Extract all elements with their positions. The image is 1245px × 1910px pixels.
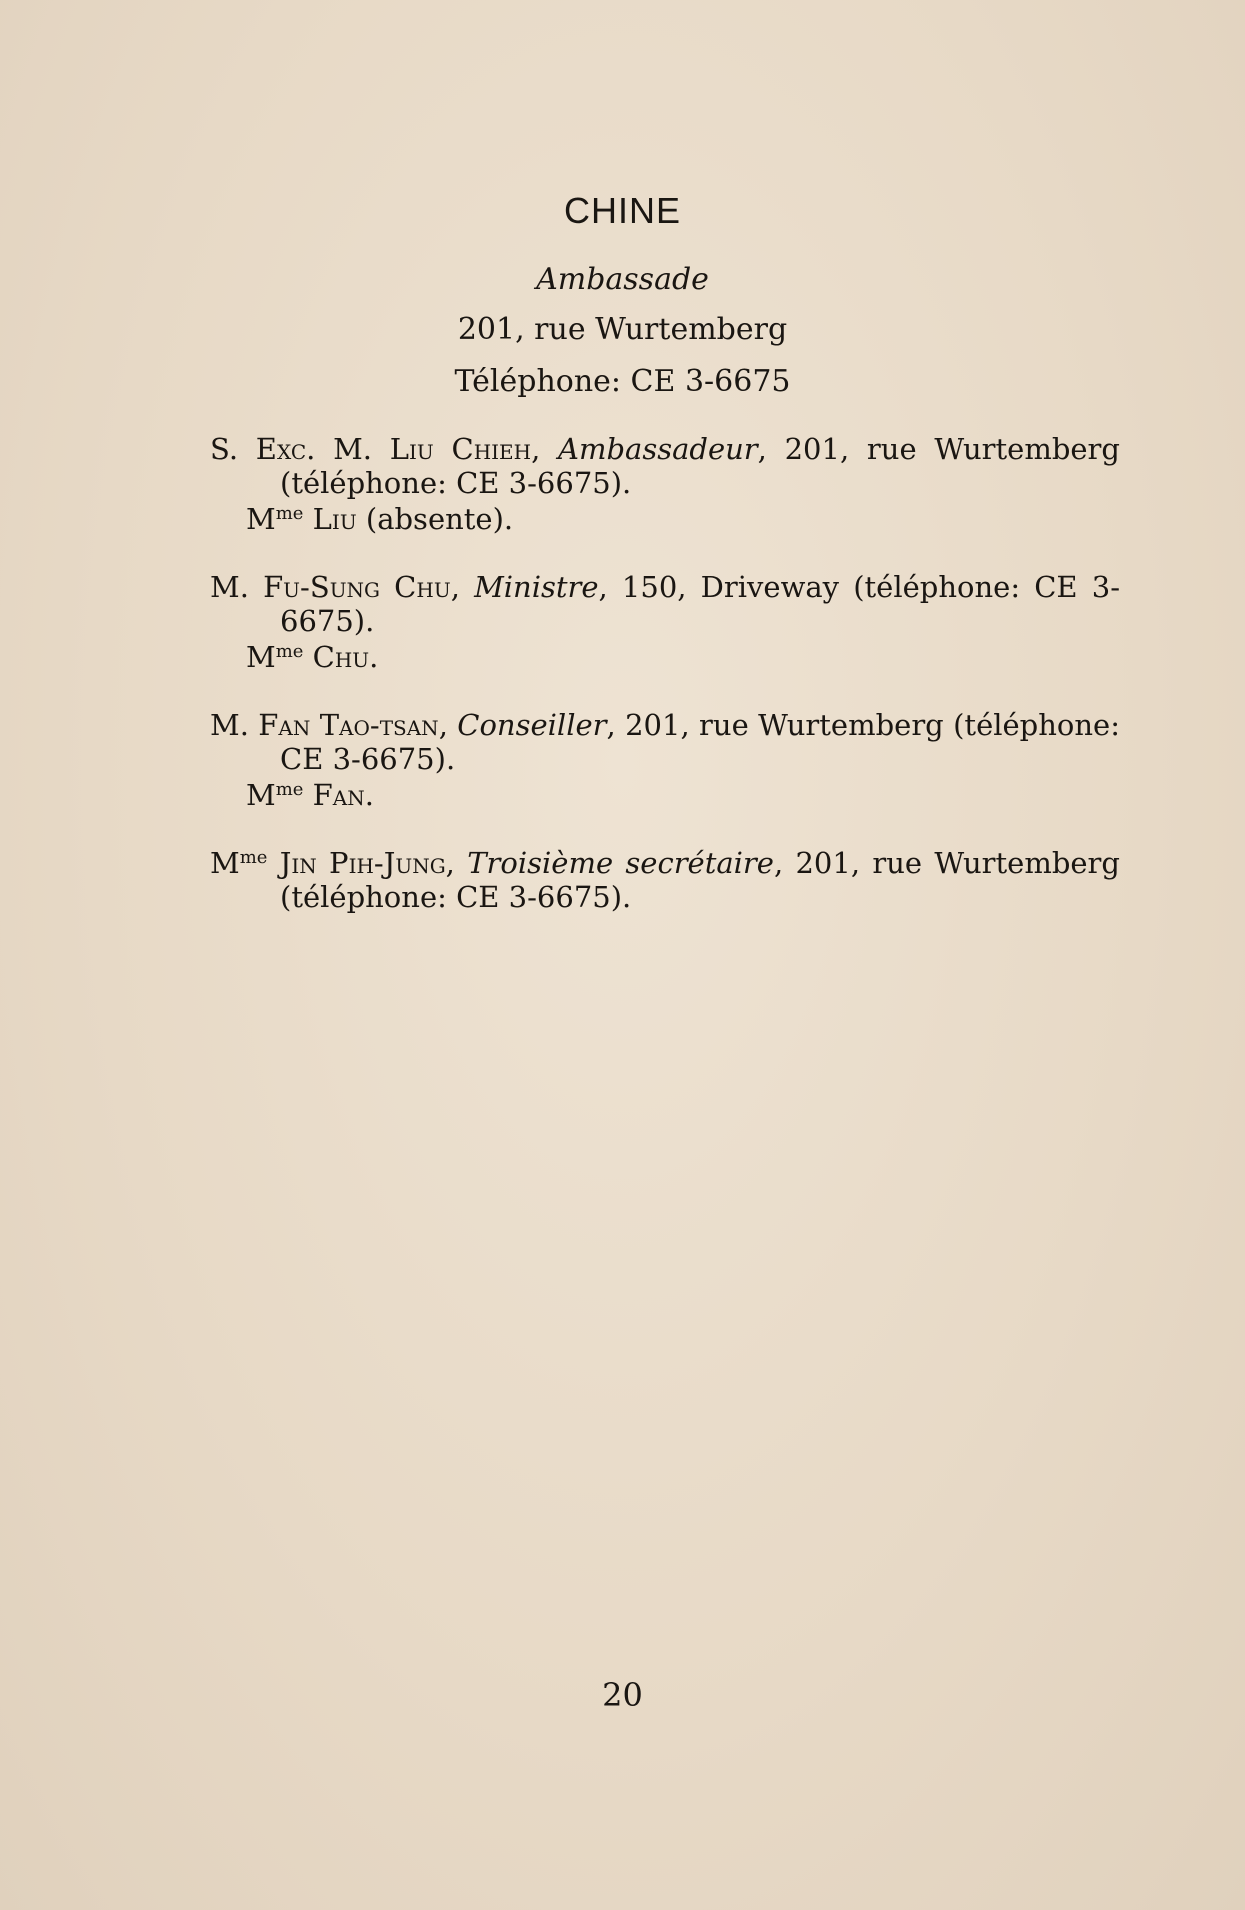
staff-entry	[210, 708, 1120, 812]
spouse-name: Chu	[312, 640, 370, 674]
staff-list	[210, 432, 1120, 948]
entry-separator: ,	[450, 570, 475, 604]
entry-role: Troisième secrétaire	[467, 846, 774, 880]
spouse-superscript: me	[275, 503, 304, 524]
entry-separator: ,	[438, 708, 458, 742]
entry-name: Exc. M. Liu Chieh	[255, 432, 532, 466]
staff-entry-main	[210, 570, 1120, 638]
entry-separator: ,	[445, 846, 468, 880]
spouse-line	[210, 502, 1120, 536]
entry-prefix: M.	[210, 570, 264, 604]
entry-details: , 201, rue Wurtemberg (téléphone: CE 3-6675).	[280, 432, 1120, 500]
staff-entry-main	[210, 432, 1120, 500]
spouse-superscript: me	[275, 779, 304, 800]
entry-name: Jin Pih-Jung	[267, 846, 446, 880]
spouse-line	[210, 778, 1120, 812]
entry-role: Conseiller	[457, 708, 607, 742]
entry-details: , 150, Driveway (téléphone: CE 3-6675).	[280, 570, 1120, 638]
spouse-name: Fan	[312, 778, 365, 812]
spouse-rest: (absente).	[356, 502, 514, 536]
spouse-name: Liu	[312, 502, 357, 536]
staff-entry-main	[210, 708, 1120, 776]
spouse-rest: .	[364, 778, 374, 812]
entry-details: , 201, rue Wurtemberg (téléphone: CE 3-6675).	[280, 846, 1120, 914]
staff-entry-main	[210, 846, 1120, 914]
entry-prefix: S.	[210, 432, 256, 466]
entry-prefix-superscript: me	[239, 847, 268, 868]
embassy-address: 201, rue Wurtemberg	[457, 312, 788, 347]
entry-prefix: M.	[210, 708, 259, 742]
page-number: 20	[602, 1676, 643, 1714]
embassy-subtitle: Ambassade	[536, 262, 709, 297]
spouse-line	[210, 640, 1120, 674]
staff-entry	[210, 846, 1120, 914]
entry-role: Ambassadeur	[558, 432, 758, 466]
embassy-phone: Téléphone: CE 3-6675	[454, 364, 791, 399]
spouse-superscript: me	[275, 641, 304, 662]
spouse-prefix: M	[246, 502, 276, 536]
staff-entry	[210, 570, 1120, 674]
entry-separator: ,	[531, 432, 559, 466]
spouse-prefix: M	[246, 778, 276, 812]
entry-name: Fu-Sung Chu	[263, 570, 451, 604]
country-heading: CHINE	[563, 190, 681, 231]
entry-prefix: M	[210, 846, 240, 880]
entry-details: , 201, rue Wurtemberg (téléphone: CE 3-6675).	[280, 708, 1120, 776]
entry-role: Ministre	[474, 570, 599, 604]
spouse-rest: .	[369, 640, 379, 674]
spouse-prefix: M	[246, 640, 276, 674]
entry-name: Fan Tao-tsan	[258, 708, 439, 742]
staff-entry	[210, 432, 1120, 536]
